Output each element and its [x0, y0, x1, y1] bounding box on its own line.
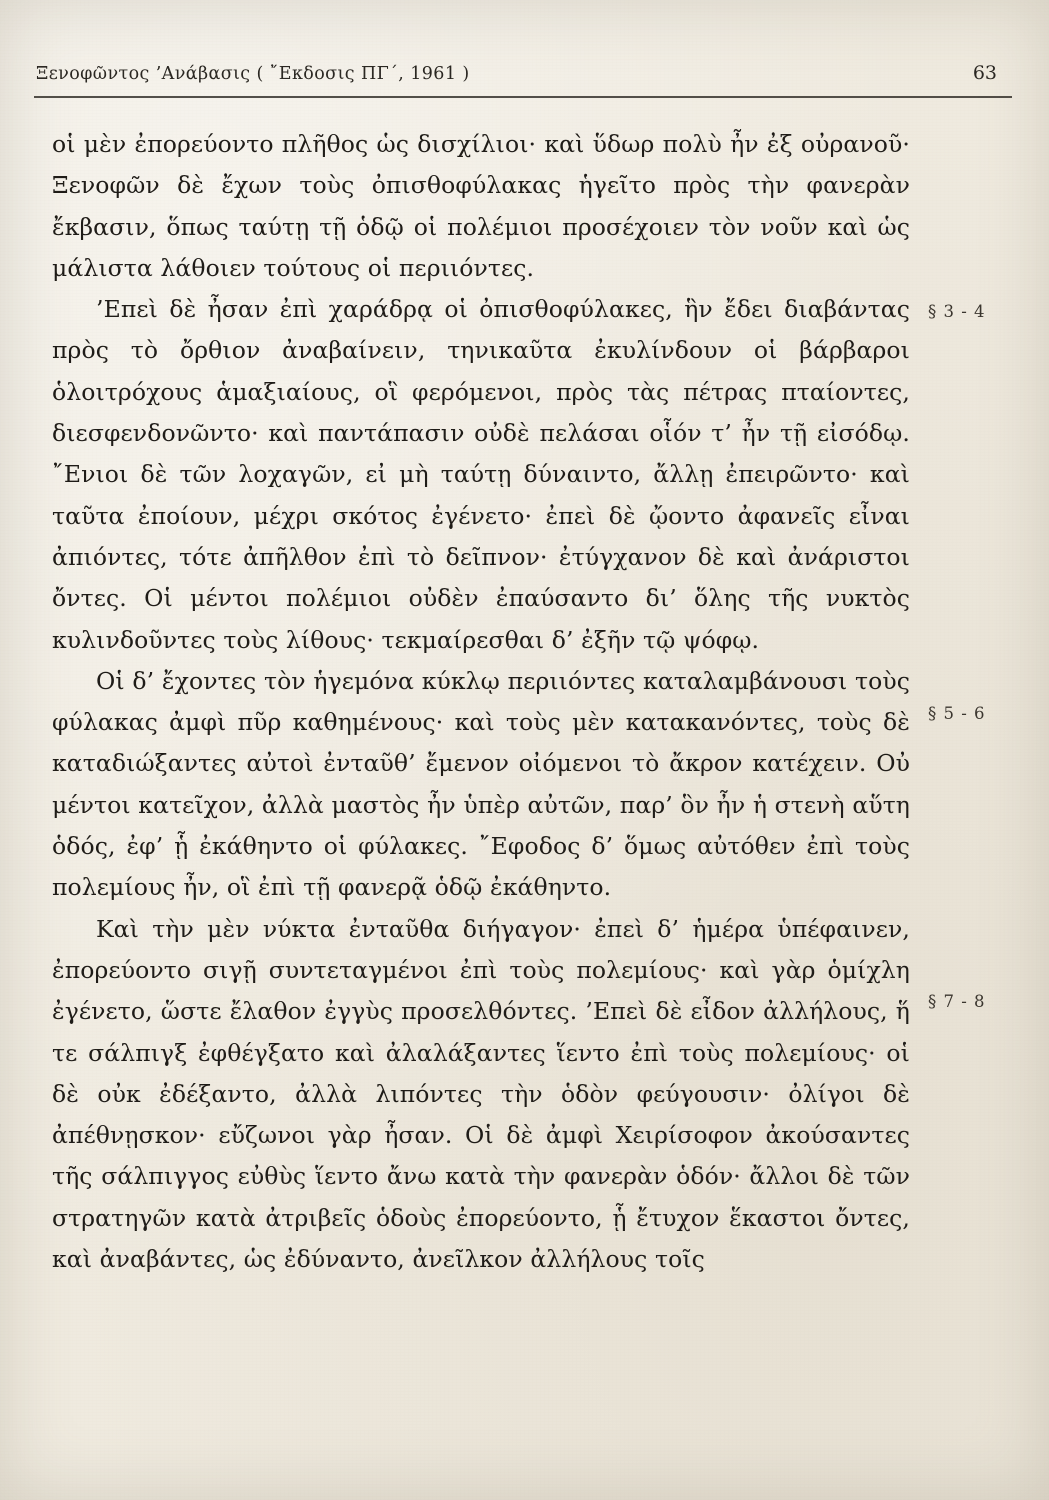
margin-note-section-3-4: § 3 - 4	[928, 302, 986, 321]
header-rule	[34, 96, 1012, 98]
paragraph: Καὶ τὴν μὲν νύκτα ἐνταῦθα διήγαγον· ἐπεὶ δ’ ἡμέρα ὑπέφαινεν, ἐπορεύοντο σιγῇ συντεταγμένοι ἐπὶ τοὺς πολεμίους· καὶ γὰρ ὁμίχλη ἐγένετο, ὥστε ἔλαθον ἐγγὺς προσελθόντες. ’Επεὶ δὲ εἶδον ἀλλήλους, ἥ τε σάλπιγξ ἐφθέγξατο καὶ ἀλαλάξαντες ἵεντο ἐπὶ τοὺς πολεμίους· οἱ δὲ οὐκ ἐδέξαντο, ἀλλὰ λιπόντες τὴν ὁδὸν φεύγουσιν· ὀλίγοι δὲ ἀπέθνῃσκον· εὔζωνοι γὰρ ἦσαν. Οἱ δὲ ἀμφὶ Χειρίσοφον ἀκούσαντες τῆς σάλπιγγος εὐθὺς ἵεντο ἄνω κατὰ τὴν φανερὰν ὁδόν· ἄλλοι δὲ τῶν στρατηγῶν κατὰ ἀτριβεῖς ὁδοὺς ἐπορεύοντο, ᾗ ἔτυχον ἕκαστοι ὄντες, καὶ ἀναβάντες, ὡς ἐδύναντο, ἀνεῖλκον ἀλλήλους τοῖς	[52, 914, 910, 1274]
page-body-text	[52, 124, 910, 1280]
paragraph: οἱ μὲν ἐπορεύοντο πλῆθος ὡς δισχίλιοι· καὶ ὕδωρ πολὺ ἦν ἐξ οὐρανοῦ· Ξενοφῶν δὲ ἔχων τοὺς ὀπισθοφύλακας ἡγεῖτο πρὸς τὴν φανερὰν ἔκβασιν, ὅπως ταύτῃ τῇ ὁδῷ οἱ πολέμιοι προσέχοιεν τὸν νοῦν καὶ ὡς μάλιστα λάθοιεν τούτους οἱ περιιόντες.	[52, 130, 910, 282]
paragraph: ’Επεὶ δὲ ἦσαν ἐπὶ χαράδρᾳ οἱ ὀπισθοφύλακες, ἣν ἔδει διαβάντας πρὸς τὸ ὄρθιον ἀναβαίνειν, τηνικαῦτα ἐκυλίνδουν οἱ βάρβαροι ὁλοιτρόχους ἁμαξιαίους, οἳ φερόμενοι, πρὸς τὰς πέτρας πταίοντες, διεσφενδονῶντο· καὶ παντάπασιν οὐδὲ πελάσαι οἷόν τ’ ἦν τῇ εἰσόδῳ. ῎Ενιοι δὲ τῶν λοχαγῶν, εἰ μὴ ταύτῃ δύναιντο, ἄλλῃ ἐπειρῶντο· καὶ ταῦτα ἐποίουν, μέχρι σκότος ἐγένετο· ἐπεὶ δὲ ᾤοντο ἀφανεῖς εἶναι ἀπιόντες, τότε ἀπῆλθον ἐπὶ τὸ δεῖπνον· ἐτύγχανον δὲ καὶ ἀνάριστοι ὄντες. Οἱ μέντοι πολέμιοι οὐδὲν ἐπαύσαντο δι’ ὅλης τῆς νυκτὸς κυλινδοῦντες τοὺς λίθους· τεκμαίρεσθαι δ’ ἐξῆν τῷ ψόφῳ.	[52, 295, 910, 654]
paragraph: Οἱ δ’ ἔχοντες τὸν ἡγεμόνα κύκλῳ περιιόντες καταλαμβάνουσι τοὺς φύλακας ἀμφὶ πῦρ καθημένους· καὶ τοὺς μὲν κατακανόντες, τοὺς δὲ καταδιώξαντες αὐτοὶ ἐνταῦθ’ ἔμενον οἰόμενοι τὸ ἄκρον κατέχειν. Οὐ μέντοι κατεῖχον, ἀλλὰ μαστὸς ἦν ὑπὲρ αὐτῶν, παρ’ ὃν ἦν ἡ στενὴ αὕτη ὁδός, ἐφ’ ᾗ ἐκάθηντο οἱ φύλακες. ῎Εφοδος δ’ ὅμως αὐτόθεν ἐπὶ τοὺς πολεμίους ἦν, οἳ ἐπὶ τῇ φανερᾷ ὁδῷ ἐκάθηντο.	[52, 666, 910, 902]
page-number: 63	[972, 62, 997, 84]
margin-note-section-7-8: § 7 - 8	[928, 992, 986, 1011]
margin-note-section-5-6: § 5 - 6	[928, 704, 986, 723]
running-title: Ξενοφῶντος ’Ανάβασις ( ῎Εκδοσις ΠΓ΄, 1961 )	[36, 64, 470, 84]
page-header	[36, 62, 1013, 92]
